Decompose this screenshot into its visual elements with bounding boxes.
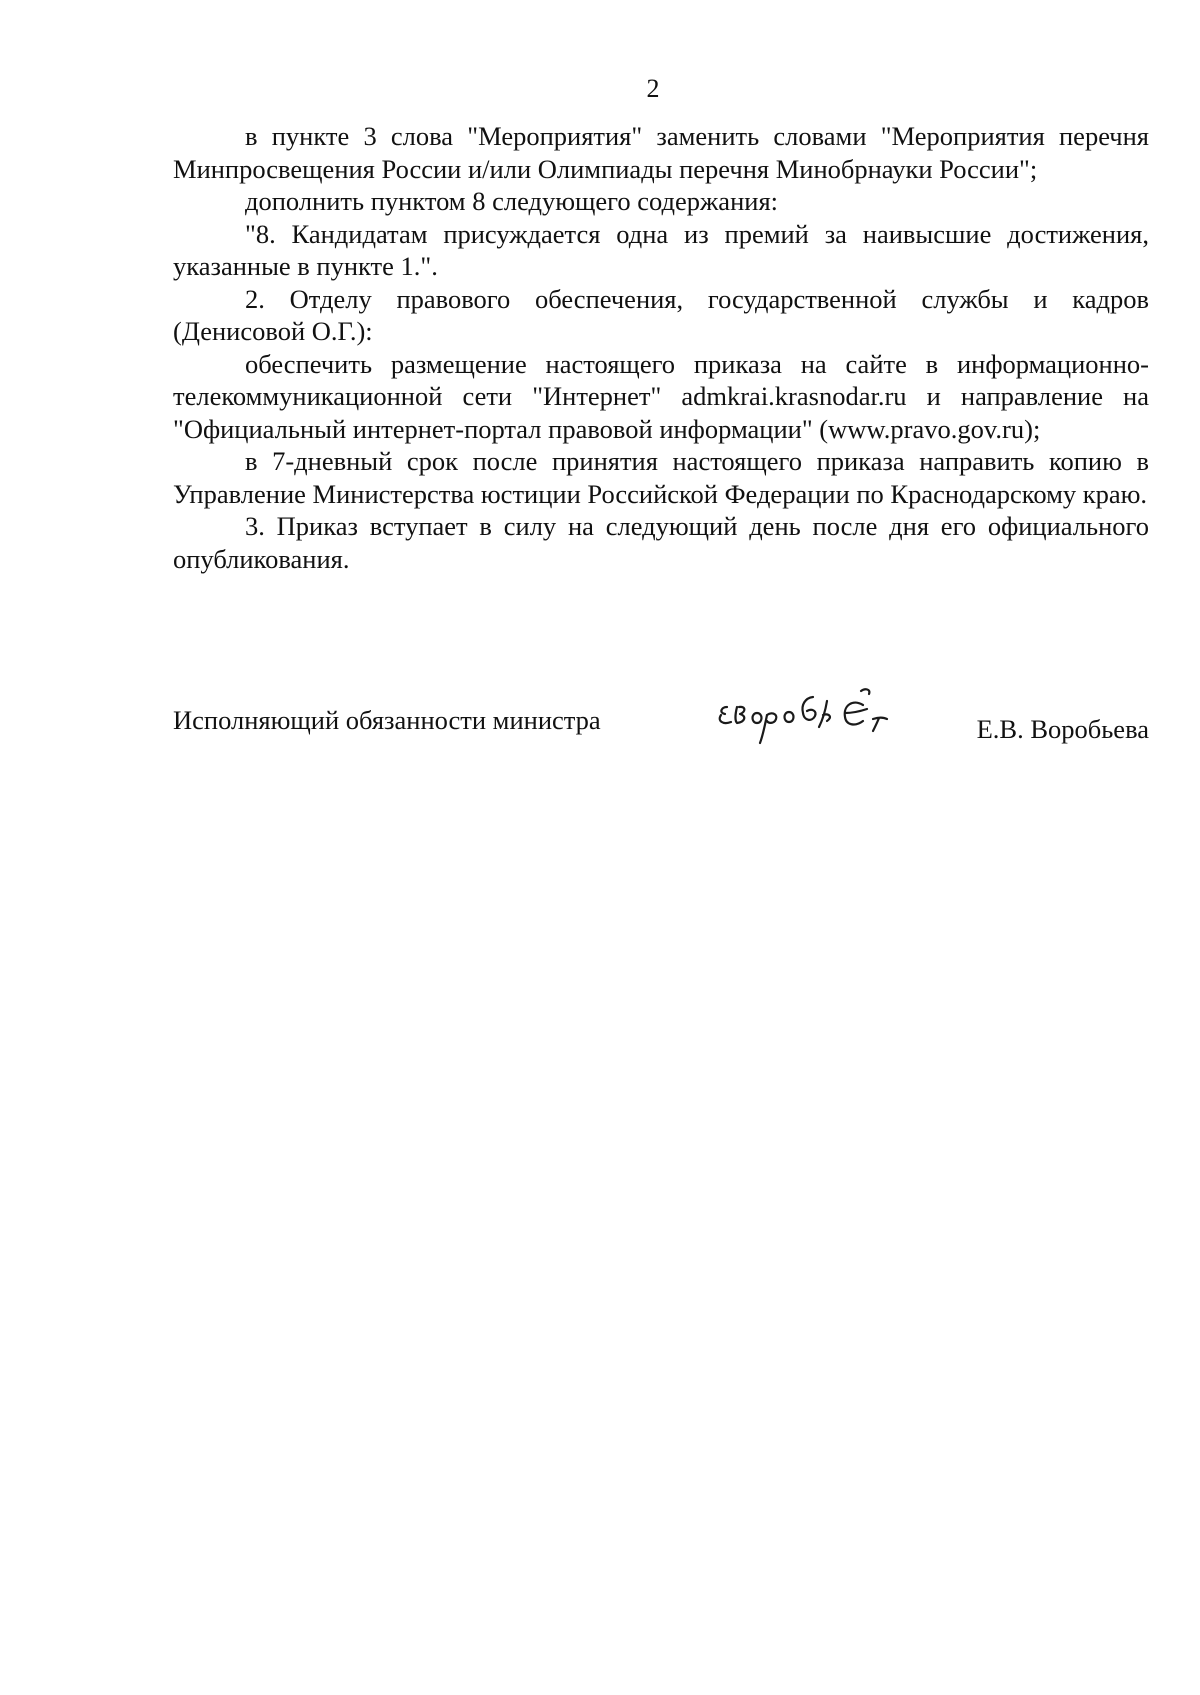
page-number: 2	[646, 74, 660, 103]
paragraph-effective-date: 3. Приказ вступает в силу на следующий день после дня его официального опубликования.	[173, 511, 1149, 574]
document-body	[173, 120, 1149, 575]
paragraph-publication: обеспечить размещение настоящего приказа на сайте в информационно-телекоммуникационной сети "Интернет" admkrai.krasnodar.ru и направление на "Официальный интернет-портал правовой информации" (www.pravo.gov.ru);	[173, 348, 1149, 444]
paragraph-add-point-8: дополнить пунктом 8 следующего содержания:	[245, 186, 778, 216]
signature-block	[173, 695, 1149, 775]
paragraph-point-3-amendment: в пункте 3 слова "Мероприятия" заменить словами "Мероприятия перечня Минпросвещения России и/или Олимпиады перечня Минобрнауки России";	[173, 121, 1149, 184]
handwritten-signature	[713, 685, 953, 745]
signatory-name: Е.В. Воробьева	[976, 714, 1149, 744]
paragraph-legal-department: 2. Отделу правового обеспечения, государственной службы и кадров (Денисовой О.Г.):	[173, 283, 1149, 346]
paragraph-point-8-text: "8. Кандидатам присуждается одна из премий за наивысшие достижения, указанные в пункте 1.".	[173, 218, 1149, 281]
signatory-role: Исполняющий обязанности министра	[173, 705, 601, 735]
paragraph-ministry-of-justice: в 7-дневный срок после принятия настоящего приказа направить копию в Управление Министерства юстиции Российской Федерации по Краснодарскому краю.	[173, 446, 1149, 509]
